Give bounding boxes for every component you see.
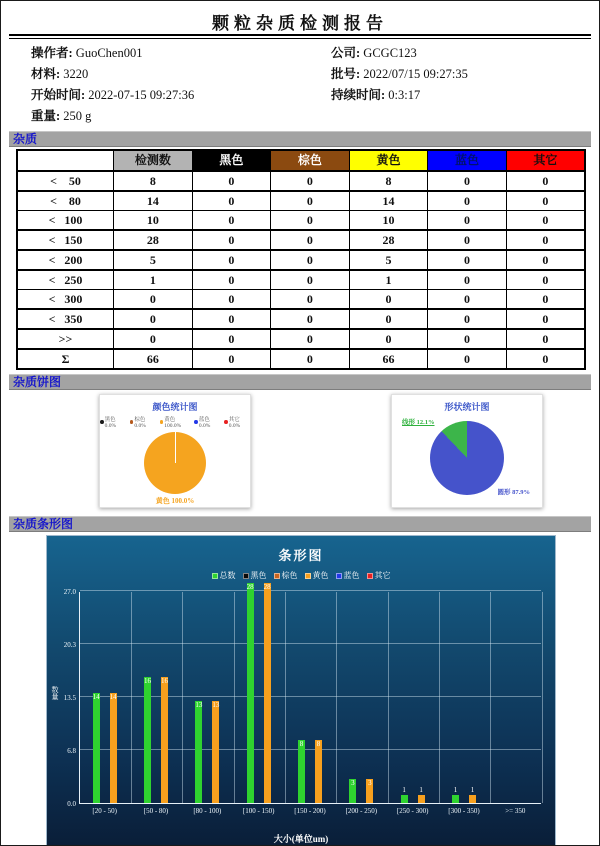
cell-value: 0 [271, 329, 350, 349]
color-pie-chart [144, 432, 206, 494]
cell-value: 0 [506, 270, 585, 290]
legend-swatch-icon [243, 573, 249, 579]
info-field [31, 85, 194, 106]
legend-item [130, 415, 156, 429]
info-label: 持续时间: [331, 88, 389, 102]
x-axis-title: 大小(单位um) [273, 834, 329, 844]
legend-dot-icon [224, 420, 228, 424]
bar-yellow [212, 701, 219, 803]
row-label: < 350 [17, 309, 114, 329]
legend-dot-icon [100, 420, 104, 424]
cell-value: 0 [192, 230, 271, 250]
row-label: < 300 [17, 290, 114, 310]
cell-value: 10 [349, 211, 428, 231]
shape-pie-card [391, 394, 543, 508]
pie-slice-label: 圆形 87.9% [497, 489, 530, 496]
info-label: 材料: [31, 67, 64, 81]
legend-swatch-icon [274, 573, 280, 579]
bar-total [144, 677, 151, 803]
x-tick-label: [80 - 100) [193, 807, 222, 815]
color-pie-card [99, 394, 251, 508]
cell-value: 0 [271, 171, 350, 191]
cell-value: 1 [349, 270, 428, 290]
cell-value: 0 [349, 329, 428, 349]
bar-value-label: 3 [368, 779, 372, 788]
header-black: 黑色 [192, 150, 271, 171]
table-header-row [17, 150, 585, 171]
bar-yellow [418, 786, 425, 803]
table-row [17, 171, 585, 191]
cell-value: 0 [271, 270, 350, 290]
legend-label: 棕色 0.0% [134, 417, 146, 429]
cell-value: 1 [114, 270, 193, 290]
cell-value: 0 [271, 230, 350, 250]
cell-value: 0 [271, 309, 350, 329]
legend-item [305, 570, 329, 581]
legend-label: 其它 0.0% [228, 417, 241, 429]
bar-total [298, 740, 305, 803]
shape-pie-chart [430, 421, 504, 495]
legend-item [243, 570, 267, 581]
bar-value-label: 14 [92, 693, 100, 702]
cell-value: 0 [192, 191, 271, 211]
info-field [331, 43, 468, 64]
table-row [17, 250, 585, 270]
bar-value-label: 28 [246, 583, 254, 592]
legend-item [336, 570, 360, 581]
bar-chart-plot [79, 583, 541, 804]
row-label: < 100 [17, 211, 114, 231]
cell-value: 0 [428, 329, 507, 349]
cell-value: 0 [192, 349, 271, 369]
cell-value: 14 [114, 191, 193, 211]
info-value: 2022/07/15 09:27:35 [363, 67, 468, 81]
info-field [31, 64, 194, 85]
info-label: 操作者: [31, 46, 76, 60]
bar-value-label: 13 [195, 700, 203, 709]
cell-value: 0 [506, 230, 585, 250]
y-axis-title: 数量 [51, 686, 59, 700]
y-tick-label: 6.8 [67, 747, 76, 755]
cell-value: 0 [271, 349, 350, 369]
bar-yellow [110, 693, 117, 803]
y-tick-label: 20.3 [63, 641, 76, 649]
bar-total [195, 701, 202, 803]
x-tick-label: [200 - 250) [345, 807, 378, 815]
cell-value: 0 [349, 290, 428, 310]
section-header-impurity: 杂质 [9, 131, 591, 147]
bar-value-label: 16 [161, 677, 168, 686]
legend-dot-icon [194, 420, 198, 424]
legend-label: 黄色 [312, 571, 329, 580]
table-row [17, 230, 585, 250]
info-value: 0:3:17 [388, 88, 421, 102]
cell-value: 0 [271, 290, 350, 310]
table-row [17, 309, 585, 329]
bar-total [452, 786, 459, 803]
cell-value: 28 [114, 230, 193, 250]
row-label: Σ [17, 349, 114, 369]
header-blue: 蓝色 [428, 150, 507, 171]
cell-value: 0 [192, 270, 271, 290]
cell-value: 0 [271, 191, 350, 211]
cell-value: 0 [114, 309, 193, 329]
cell-value: 0 [506, 309, 585, 329]
shape-pie-title: 形状统计图 [444, 402, 490, 412]
bar-value-label: 13 [212, 700, 220, 709]
cell-value: 0 [428, 290, 507, 310]
bar-chart-legend [47, 570, 555, 581]
section-header-pie: 杂质饼图 [9, 374, 591, 390]
bar-value-label: 14 [109, 693, 117, 702]
cell-value: 66 [349, 349, 428, 369]
table-row [17, 191, 585, 211]
info-value: 2022-07-15 09:27:36 [88, 88, 195, 102]
info-left [31, 43, 194, 127]
cell-value: 10 [114, 211, 193, 231]
section-header-bar: 杂质条形图 [9, 516, 591, 532]
legend-item [274, 570, 298, 581]
cell-value: 0 [506, 329, 585, 349]
legend-swatch-icon [367, 573, 373, 579]
cell-value: 0 [428, 211, 507, 231]
h-gridline [80, 643, 541, 644]
header-other: 其它 [506, 150, 585, 171]
cell-value: 0 [192, 250, 271, 270]
info-label: 批号: [331, 67, 364, 81]
cell-value: 0 [428, 230, 507, 250]
info-label: 公司: [331, 46, 364, 60]
bar-value-label: 16 [144, 677, 151, 686]
v-gridline [285, 592, 286, 803]
header-blank [17, 150, 114, 171]
report-info [1, 43, 599, 127]
v-gridline [542, 592, 543, 803]
x-tick-label: [150 - 200) [294, 807, 326, 815]
cell-value: 0 [428, 191, 507, 211]
legend-label: 黄色 100.0% [164, 417, 182, 429]
pie-slice-label: 线形 12.1% [402, 419, 435, 426]
cell-value: 0 [506, 349, 585, 369]
legend-item [367, 570, 391, 581]
v-gridline [182, 592, 183, 803]
legend-item [212, 570, 236, 581]
legend-label: 蓝色 0.0% [198, 417, 211, 429]
legend-swatch-icon [305, 573, 311, 579]
pie-section [1, 390, 599, 512]
bar-value-label: 1 [419, 786, 423, 795]
cell-value: 0 [506, 191, 585, 211]
cell-value: 0 [192, 309, 271, 329]
bar-yellow [366, 779, 373, 803]
x-tick-label: [300 - 350) [448, 807, 480, 815]
cell-value: 8 [349, 171, 428, 191]
legend-swatch-icon [336, 573, 342, 579]
page-title: 颗粒杂质检测报告 [212, 14, 388, 33]
cell-value: 0 [192, 171, 271, 191]
info-value: 3220 [63, 67, 89, 81]
cell-value: 0 [192, 211, 271, 231]
legend-label: 黑色 0.0% [104, 417, 117, 429]
info-label: 重量: [31, 109, 64, 123]
bar-chart [46, 535, 556, 846]
info-right [331, 43, 468, 106]
color-pie-callout: 黄色 100.0% [155, 497, 195, 505]
table-row [17, 270, 585, 290]
legend-label: 总数 [219, 571, 236, 580]
info-field [31, 43, 194, 64]
bar-value-label: 28 [263, 583, 271, 592]
cell-value: 0 [506, 250, 585, 270]
cell-value: 28 [349, 230, 428, 250]
row-label: < 150 [17, 230, 114, 250]
legend-label: 其它 [374, 571, 391, 580]
table-row [17, 290, 585, 310]
impurity-table-body [17, 171, 585, 369]
cell-value: 8 [114, 171, 193, 191]
row-label: < 250 [17, 270, 114, 290]
impurity-table [16, 149, 586, 370]
cell-value: 0 [428, 270, 507, 290]
y-tick-label: 13.5 [63, 694, 76, 702]
cell-value: 0 [192, 329, 271, 349]
cell-value: 0 [506, 290, 585, 310]
bar-value-label: 3 [351, 779, 355, 788]
cell-value: 0 [271, 211, 350, 231]
legend-item [224, 415, 250, 429]
legend-item [100, 415, 126, 429]
color-pie-legend [100, 415, 250, 429]
cell-value: 0 [271, 250, 350, 270]
table-row [17, 211, 585, 231]
cell-value: 0 [114, 290, 193, 310]
cell-value: 0 [506, 211, 585, 231]
bar-total [349, 779, 356, 803]
info-field [331, 85, 468, 106]
header-count: 检测数 [114, 150, 193, 171]
cell-value: 0 [428, 250, 507, 270]
info-label: 开始时间: [31, 88, 89, 102]
bar-value-label: 1 [453, 786, 458, 795]
bar-yellow [469, 786, 476, 803]
bar-yellow [161, 677, 168, 803]
bar-yellow [264, 583, 271, 803]
y-tick-label: 0.0 [67, 800, 76, 808]
info-value: 250 g [63, 109, 92, 123]
bar-value-label: 1 [470, 786, 475, 795]
bar-total [401, 786, 408, 803]
v-gridline [336, 592, 337, 803]
cell-value: 0 [428, 349, 507, 369]
cell-value: 14 [349, 191, 428, 211]
table-row [17, 349, 585, 369]
legend-item [194, 415, 220, 429]
header-brown: 棕色 [271, 150, 350, 171]
v-gridline [388, 592, 389, 803]
x-tick-label: >= 350 [505, 807, 526, 815]
color-pie-title: 颜色统计图 [152, 402, 198, 412]
x-tick-label: [20 - 50) [92, 807, 117, 815]
cell-value: 5 [349, 250, 428, 270]
legend-label: 蓝色 [343, 571, 360, 580]
x-tick-label: [50 - 80) [143, 807, 169, 815]
legend-item [160, 415, 191, 429]
x-tick-label: [250 - 300) [396, 807, 429, 815]
cell-value: 0 [428, 309, 507, 329]
legend-swatch-icon [212, 573, 218, 579]
info-value: GuoChen001 [75, 46, 143, 60]
info-field [331, 64, 468, 85]
legend-label: 黑色 [250, 571, 267, 580]
row-label: < 200 [17, 250, 114, 270]
cell-value: 0 [428, 171, 507, 191]
v-gridline [439, 592, 440, 803]
pie-divider-line [175, 432, 176, 463]
y-tick-label: 27.0 [63, 588, 76, 596]
cell-value: 66 [114, 349, 193, 369]
v-gridline [234, 592, 235, 803]
cell-value: 0 [192, 290, 271, 310]
header-yellow: 黄色 [349, 150, 428, 171]
row-label: < 50 [17, 171, 114, 191]
x-tick-label: [100 - 150) [242, 807, 275, 815]
bar-total [247, 583, 254, 803]
table-row [17, 329, 585, 349]
title-divider [9, 34, 591, 39]
legend-label: 棕色 [281, 571, 298, 580]
bar-chart-title: 条形图 [278, 548, 324, 563]
h-gridline [80, 590, 541, 591]
cell-value: 0 [506, 171, 585, 191]
bar-value-label: 8 [299, 740, 304, 749]
cell-value: 5 [114, 250, 193, 270]
legend-dot-icon [160, 420, 164, 424]
bar-yellow [315, 740, 322, 803]
cell-value: 0 [114, 329, 193, 349]
info-field [31, 106, 194, 127]
v-gridline [131, 592, 132, 803]
row-label: < 80 [17, 191, 114, 211]
bar-value-label: 8 [316, 740, 321, 749]
info-value: GCGC123 [363, 46, 417, 60]
v-gridline [490, 592, 491, 803]
legend-dot-icon [130, 420, 134, 424]
cell-value: 0 [349, 309, 428, 329]
row-label: >> [17, 329, 114, 349]
bar-value-label: 1 [402, 786, 406, 795]
bar-total [93, 693, 100, 803]
